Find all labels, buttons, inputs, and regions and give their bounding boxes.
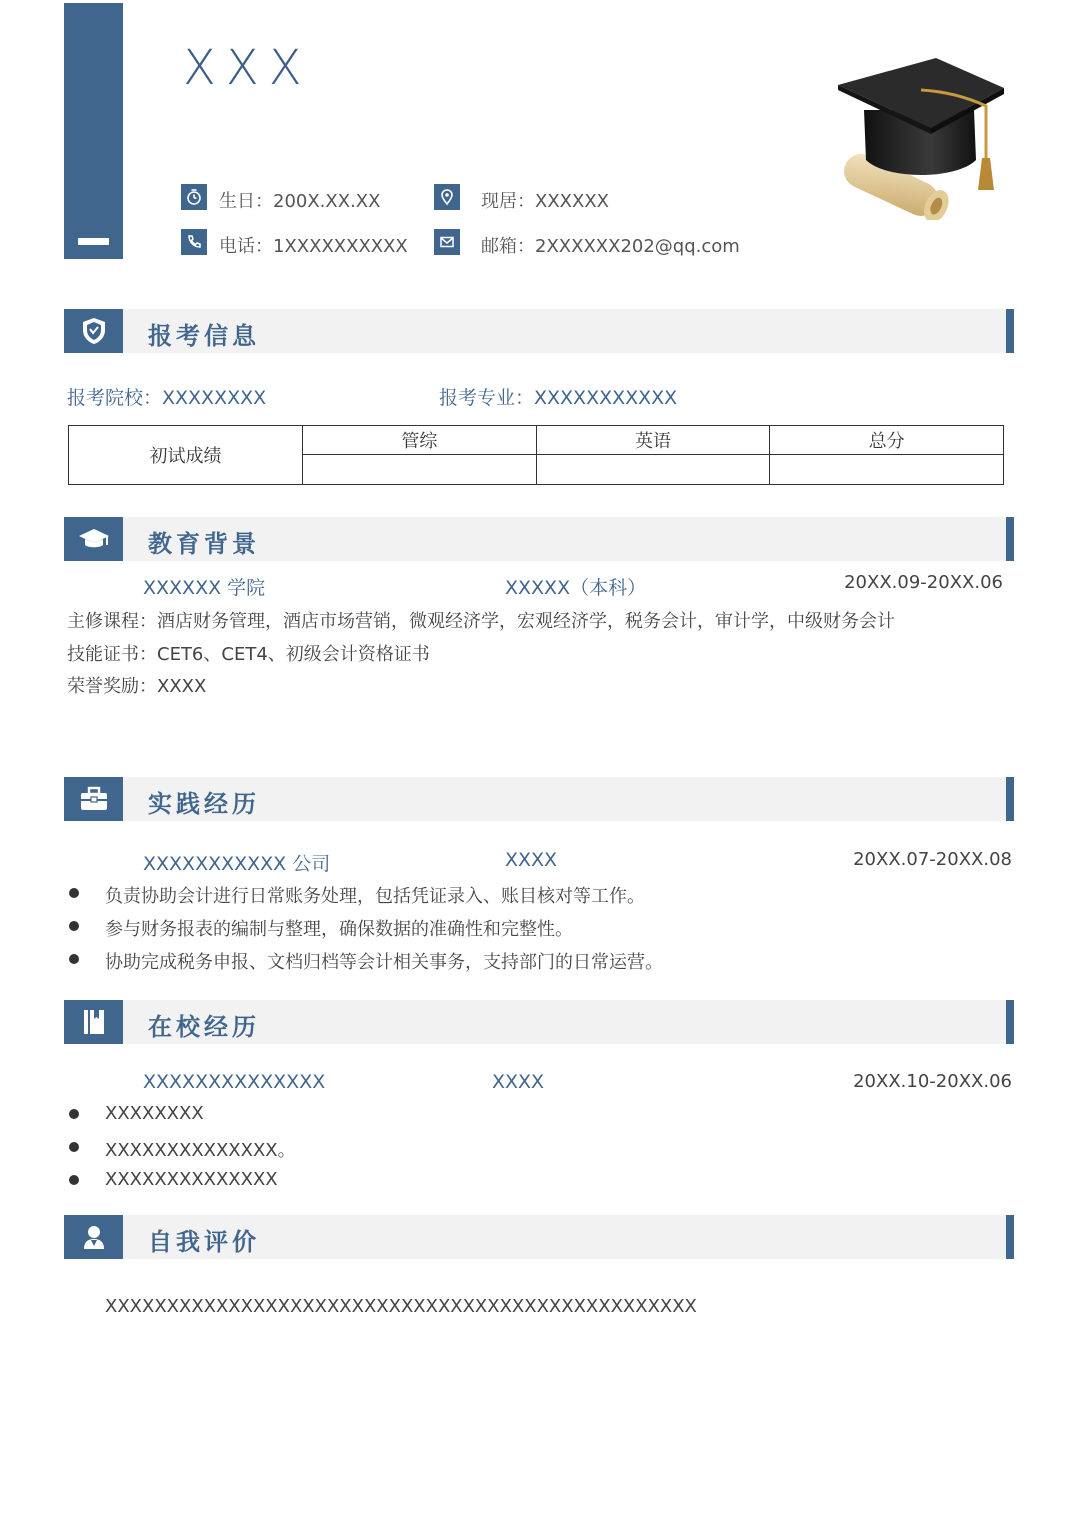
birth-date: 生日：200X.XX.XX xyxy=(219,191,381,212)
score-value xyxy=(770,455,1004,485)
education-degree: XXXXX（本科） xyxy=(505,577,647,599)
list-item: 负责协助会计进行日常账务处理，包括凭证录入、账目核对等工作。 xyxy=(105,886,645,907)
section-header-practice xyxy=(64,777,1014,821)
section-end-marker xyxy=(1006,1000,1014,1044)
section-header-exam xyxy=(64,309,1014,353)
section-header-campus xyxy=(64,1000,1014,1044)
bullet-dot xyxy=(69,954,79,964)
section-header-self-evaluation xyxy=(64,1215,1014,1259)
header-accent-bar xyxy=(64,3,123,259)
list-item: XXXXXXXXXXXXXX xyxy=(105,1169,278,1190)
self-evaluation-text: XXXXXXXXXXXXXXXXXXXXXXXXXXXXXXXXXXXXXXXXXXXXXXXX xyxy=(105,1296,697,1317)
section-title: 自我评价 xyxy=(148,1228,260,1256)
education-period: 20XX.09-20XX.06 xyxy=(844,572,1003,593)
email-address: 邮箱：2XXXXXX202@qq.com xyxy=(481,236,740,257)
list-item: XXXXXXXX xyxy=(105,1103,204,1124)
bullet-dot xyxy=(69,1142,79,1152)
target-major: 报考专业：XXXXXXXXXXX xyxy=(439,387,678,409)
section-end-marker xyxy=(1006,517,1014,561)
practice-company: XXXXXXXXXXX 公司 xyxy=(143,853,331,875)
bullet-dot xyxy=(69,921,79,931)
education-school: XXXXXX 学院 xyxy=(143,577,266,599)
list-item: 参与财务报表的编制与整理，确保数据的准确性和完整性。 xyxy=(105,919,573,940)
graduation-cap-icon xyxy=(64,517,123,561)
section-title: 实践经历 xyxy=(148,790,260,818)
practice-period: 20XX.07-20XX.08 xyxy=(853,849,1012,870)
practice-role: XXXX xyxy=(505,849,558,871)
section-header-education xyxy=(64,517,1014,561)
section-end-marker xyxy=(1006,309,1014,353)
clock-icon xyxy=(181,184,207,210)
section-title: 报考信息 xyxy=(148,322,260,350)
graduation-cap-photo xyxy=(836,50,1006,220)
bullet-dot xyxy=(69,888,79,898)
campus-role: XXXX xyxy=(492,1071,545,1093)
score-table xyxy=(68,425,1004,485)
shield-icon xyxy=(64,309,123,353)
score-value xyxy=(303,455,537,485)
candidate-name: XXX xyxy=(183,40,312,96)
list-item: XXXXXXXXXXXXXX。 xyxy=(105,1140,296,1161)
score-header: 管综 xyxy=(303,426,537,455)
target-school: 报考院校：XXXXXXXX xyxy=(67,387,267,409)
bullet-dot xyxy=(69,1109,79,1119)
bullet-dot xyxy=(69,1175,79,1185)
score-header: 英语 xyxy=(536,426,770,455)
education-certificates: 技能证书：CET6、CET4、初级会计资格证书 xyxy=(67,644,430,665)
campus-organization: XXXXXXXXXXXXXX xyxy=(143,1071,326,1093)
briefcase-icon xyxy=(64,777,123,821)
section-end-marker xyxy=(1006,1215,1014,1259)
score-header: 总分 xyxy=(770,426,1004,455)
list-item: 协助完成税务申报、文档归档等会计相关事务，支持部门的日常运营。 xyxy=(105,952,663,973)
residence: 现居：XXXXXX xyxy=(481,191,609,212)
location-icon xyxy=(434,184,460,210)
user-icon xyxy=(64,1215,123,1259)
phone-icon xyxy=(181,229,207,255)
phone-number: 电话：1XXXXXXXXXX xyxy=(219,236,408,257)
section-end-marker xyxy=(1006,777,1014,821)
mail-icon xyxy=(434,229,460,255)
education-courses: 主修课程：酒店财务管理，酒店市场营销，微观经济学，宏观经济学，税务会计，审计学，中级财务会计 xyxy=(67,611,895,632)
section-title: 教育背景 xyxy=(148,530,260,558)
score-value xyxy=(536,455,770,485)
header-accent-dash xyxy=(78,238,109,245)
book-icon xyxy=(64,1000,123,1044)
campus-period: 20XX.10-20XX.06 xyxy=(853,1071,1012,1092)
education-honors: 荣誉奖励：XXXX xyxy=(67,676,207,697)
score-row-label: 初试成绩 xyxy=(69,426,303,485)
section-title: 在校经历 xyxy=(148,1013,260,1041)
